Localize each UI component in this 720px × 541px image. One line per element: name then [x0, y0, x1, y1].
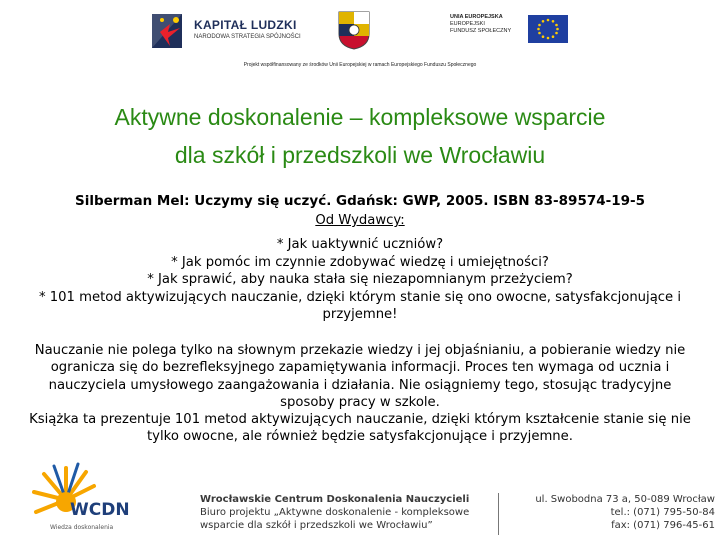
eu-text: [450, 14, 522, 35]
kapital-ludzki-subtitle: NARODOWA STRATEGIA SPÓJNOŚCI: [194, 34, 301, 40]
book-description: [20, 342, 700, 446]
wroclaw-coat-of-arms: [337, 10, 371, 50]
publisher-label-text: Od Wydawcy:: [315, 213, 405, 228]
bullet-item: * Jak uaktywnić uczniów?: [276, 237, 444, 252]
coat-of-arms-icon: [337, 10, 371, 50]
eu-line3: FUNDUSZ SPOŁECZNY: [450, 28, 512, 34]
eu-line2: EUROPEJSKI: [450, 21, 485, 27]
funding-note: Projekt współfinansowany ze środków Unii Europejskiej w ramach Europejskiego Funduszu Społecznego: [243, 62, 477, 68]
book-reference: Silberman Mel: Uczymy się uczyć. Gdańsk: GWP, 2005. ISBN 83-89574-19-5: [74, 193, 646, 209]
project-line-2: wsparcie dla szkół i przedszkoli we Wrocławiu”: [200, 520, 433, 531]
footer-organization: [200, 493, 500, 532]
eu-logo: [450, 14, 570, 48]
bullet-item: * 101 metod aktywizujących nauczanie, dzięki którym stanie się ono owocne, satysfakcjonujące i przyjemne!: [38, 289, 682, 322]
contact-address: ul. Swobodna 73 a, 50-089 Wrocław: [535, 494, 715, 505]
eu-line1: UNIA EUROPEJSKA: [450, 14, 503, 20]
organization-name: Wrocławskie Centrum Doskonalenia Nauczycieli: [200, 494, 470, 505]
kapital-ludzki-emblem-icon: [150, 10, 190, 52]
wcdn-logo: [30, 460, 170, 536]
description-paragraph-1: Nauczanie nie polega tylko na słownym przekazie wiedzy i jej objaśnianiu, a pobieranie wiedzy nie ogranicza się do bezrefleksyjnego zapamiętywania informacji. Proces ten wymaga od ucznia i nauczyciela umysłowego zaangażowania i działania. Nie osiągniemy tego, stosując tradycyjne sposoby pracy w szkole.: [34, 343, 686, 410]
eu-flag-icon: [528, 15, 568, 43]
kapital-ludzki-logo: [150, 10, 310, 52]
title-line-2: dla szkół i przedszkoli we Wrocławiu: [174, 142, 546, 168]
bullet-item: * Jak pomóc im czynnie zdobywać wiedzę i umiejętności?: [171, 254, 549, 270]
page-title: [0, 98, 720, 174]
description-paragraph-2: Książka ta prezentuje 101 metod aktywizujących nauczanie, dzięki którym kształcenie stanie się nie tylko owocne, ale również będzie satysfakcjonujące i przyjemne.: [29, 412, 691, 445]
contact-phone: tel.: (071) 795-50-84: [610, 507, 715, 518]
bullet-item: * Jak sprawić, aby nauka stała się niezapomnianym przeżyciem?: [147, 272, 573, 287]
footer-contact: [503, 493, 715, 532]
book-bullets: [20, 236, 700, 324]
footer-divider: [498, 493, 499, 535]
publisher-label: [0, 212, 720, 230]
title-line-1: Aktywne doskonalenie – kompleksowe wsparcie: [114, 104, 606, 130]
wcdn-logo-text: WCDN: [70, 500, 130, 520]
project-line-1: Biuro projektu „Aktywne doskonalenie - kompleksowe: [200, 507, 470, 518]
contact-fax: fax: (071) 796-45-61: [611, 520, 715, 531]
kapital-ludzki-title: KAPITAŁ LUDZKI: [194, 18, 297, 32]
wcdn-logo-subtitle: Wiedza doskonalenia: [50, 524, 114, 531]
